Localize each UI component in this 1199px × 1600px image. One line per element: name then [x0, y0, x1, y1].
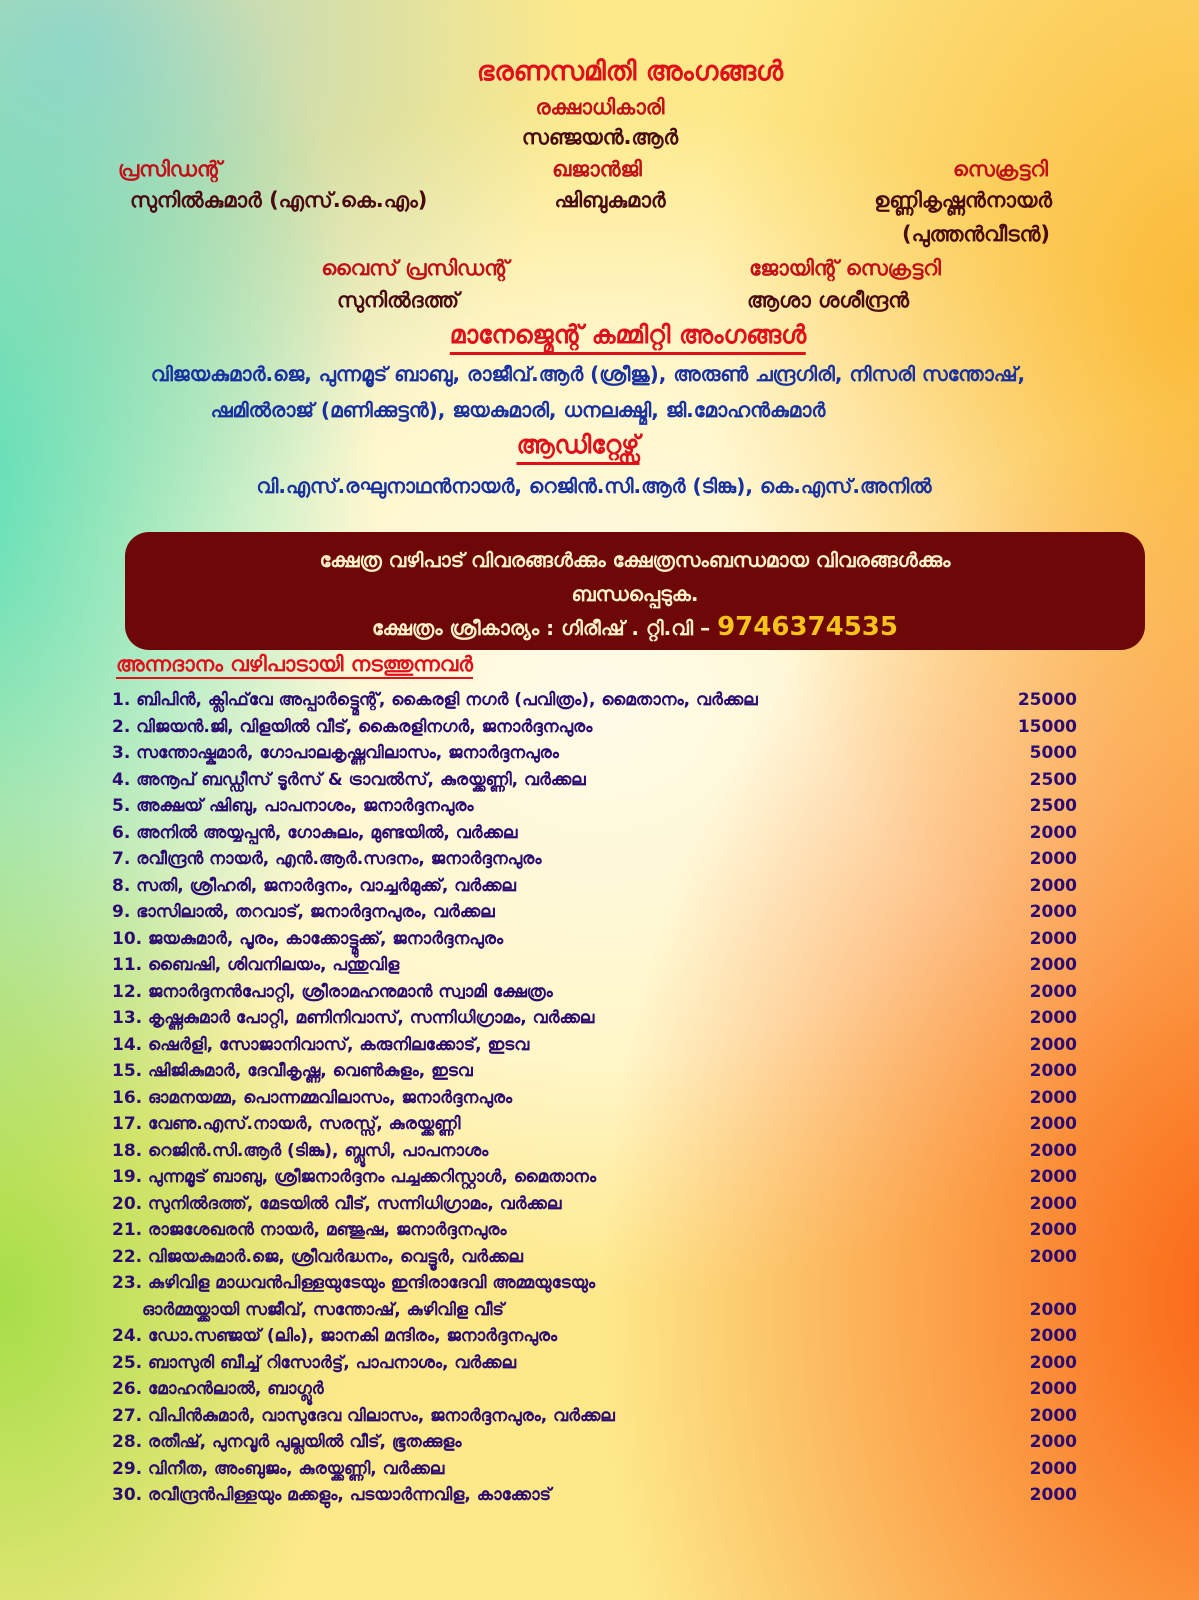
donor-text: 7. രവീന്ദ്രൻ നായർ, എൻ.ആർ.സദനം, ജനാർദ്ദനപുരം	[112, 849, 542, 869]
president-name: സുനിൽകുമാർ (എസ്.കെ.എം)	[130, 188, 428, 212]
donor-text: 9. ഭാസിലാൽ, തറവാട്, ജനാർദ്ദനപുരം, വർക്കല	[112, 902, 495, 922]
donor-text: 23. കുഴിവിള മാധവൻപിള്ളയുടേയും ഇന്ദിരാദേവി അമ്മയുടേയും	[112, 1273, 596, 1293]
donor-text-continued: ഓർമ്മയ്ക്കായി സജീവ്, സന്തോഷ്, കുഴിവിള വീട്	[142, 1299, 504, 1320]
donor-row	[112, 1406, 1077, 1432]
donor-text: 14. ഷെർളി, സോജാനിവാസ്, കരുനിലക്കോട്, ഇടവ	[112, 1034, 530, 1055]
joint-secretary-role: ജോയിന്റ് സെക്രട്ടറി	[749, 256, 941, 280]
vice-president-name: സുനിൽദത്ത്	[336, 288, 460, 312]
president-role: പ്രസിഡന്റ്	[118, 157, 222, 181]
donor-amount: 2000	[1029, 1379, 1077, 1399]
contact-person: ക്ഷേത്രം ശ്രീകാര്യം : ഗിരീഷ് . റ്റി.വി –	[371, 616, 711, 640]
secretary-house: (പുത്തൻവീടൻ)	[902, 222, 1050, 246]
donor-amount: 2000	[1029, 1246, 1077, 1267]
donor-row	[112, 1194, 1077, 1220]
donor-amount: 2000	[1029, 1405, 1077, 1426]
donor-text: 11. ബൈഷി, ശിവനിലയം, പന്തുവിള	[112, 955, 400, 975]
donor-row	[112, 982, 1077, 1008]
donor-row	[112, 876, 1077, 902]
donor-text: 6. അനിൽ അയ്യപ്പൻ, ഗോകുലം, മുണ്ടയിൽ, വർക്കല	[112, 822, 518, 843]
donor-row	[112, 849, 1077, 875]
donor-amount: 2000	[1029, 1432, 1077, 1452]
donor-text: 26. മോഹൻലാൽ, ബാഗ്ലൂർ	[112, 1379, 324, 1399]
auditors-title: ആഡിറ്റേഴ്സ്	[516, 430, 639, 465]
donor-row	[112, 1008, 1077, 1034]
donor-amount: 2000	[1029, 1034, 1077, 1055]
donor-text: 21. രാജശേഖരൻ നായർ, മഞ്ജുഷ, ജനാർദ്ദനപുരം	[112, 1220, 507, 1240]
donor-text: 19. പുന്നമൂട് ബാബു, ശ്രീജനാർദ്ദനം പച്ചക്കറിസ്റ്റാൾ, മൈതാനം	[112, 1167, 597, 1187]
donor-row	[112, 1220, 1077, 1246]
donor-text: 13. കൃഷ്ണകുമാർ പോറ്റി, മണിനിവാസ്, സന്നിധിഗ്രാമം, വർക്കല	[112, 1008, 595, 1028]
contact-line3	[125, 612, 1145, 642]
donor-row	[112, 1035, 1077, 1061]
donor-text: 20. സുനിൽദത്ത്, മേടയിൽ വീട്, സന്നിധിഗ്രാമം, വർക്കല	[112, 1193, 562, 1214]
donor-text: 27. വിപിൻകുമാർ, വാസുദേവ വിലാസം, ജനാർദ്ദനപുരം, വർക്കല	[112, 1405, 615, 1426]
donor-amount: 2000	[1029, 1061, 1077, 1081]
donor-amount: 2000	[1029, 1458, 1077, 1479]
donor-row	[112, 1114, 1077, 1140]
donor-text: 29. വിനീത, അംബുജം, കുരയ്ക്കണ്ണി, വർക്കല	[112, 1458, 445, 1479]
auditors-names: വി.എസ്.രഘുനാഥൻനായർ, റെജിൻ.സി.ആർ (ടിങ്കു), കെ.എസ്.അനിൽ	[256, 474, 932, 498]
donor-amount: 2000	[1029, 1352, 1077, 1373]
donor-text: 3. സന്തോഷ്കുമാർ, ഗോപാലകൃഷ്ണവിലാസം, ജനാർദ്ദനപുരം	[112, 743, 559, 763]
donor-text: 5. അക്ഷയ് ഷിബു, പാപനാശം, ജനാർദ്ദനപുരം	[112, 796, 474, 816]
donor-amount: 2500	[1029, 769, 1077, 790]
donor-amount: 25000	[1017, 690, 1077, 710]
donor-amount: 2000	[1029, 928, 1077, 949]
donor-text: 24. ഡോ.സഞ്ജയ് (ലിം), ജാനകി മന്ദിരം, ജനാർദ്ദനപുരം	[112, 1326, 558, 1346]
patron-name: സഞ്ജയൻ.ആർ	[521, 125, 679, 149]
donor-amount: 2000	[1029, 1485, 1077, 1505]
donor-amount: 2000	[1029, 1087, 1077, 1108]
donor-text: 22. വിജയകുമാർ.ജെ, ശ്രീവർദ്ധനം, വെട്ടൂർ, വർക്കല	[112, 1246, 523, 1267]
secretary-role: സെക്രട്ടറി	[952, 157, 1048, 181]
donor-row	[112, 1088, 1077, 1114]
donor-row	[112, 902, 1077, 928]
donor-amount: 2500	[1029, 796, 1077, 816]
donor-amount: 2000	[1029, 1114, 1077, 1134]
donor-row	[112, 690, 1077, 716]
management-members-line2: ഷമിൽരാജ് (മണിക്കുട്ടൻ), ജയകുമാരി, ധനലക്ഷ്മി, ജി.മോഹൻകുമാർ	[210, 398, 826, 422]
donor-amount: 2000	[1029, 981, 1077, 1002]
management-members-line1: വിജയകുമാർ.ജെ, പുന്നമൂട് ബാബു, രാജീവ്.ആർ (ശ്രീജു), അരുൺ ചന്ദ്രഗിരി, നിസരി സന്തോഷ്,	[150, 362, 1026, 386]
donor-text: 8. സതി, ശ്രീഹരി, ജനാർദ്ദനം, വാച്ചർമുക്ക്, വർക്കല	[112, 875, 516, 896]
donor-amount: 2000	[1029, 1326, 1077, 1346]
donor-amount: 2000	[1029, 1299, 1077, 1320]
donor-amount: 2000	[1029, 1167, 1077, 1187]
donor-row	[112, 1432, 1077, 1458]
donor-row	[112, 1247, 1077, 1273]
donor-row	[112, 1141, 1077, 1167]
donor-text: 10. ജയകുമാർ, പൂരം, കാക്കോട്ട്മുക്ക്, ജനാർദ്ദനപുരം	[112, 928, 504, 949]
donor-amount: 2000	[1029, 1220, 1077, 1240]
donor-text: 28. രതീഷ്, പുനവൂർ പുല്ലയിൽ വീട്, ഭൂതക്കുളം	[112, 1432, 462, 1452]
donor-text: 30. രവീന്ദ്രൻപിള്ളയും മക്കളും, പടയാർന്നവിള, കാക്കോട്	[112, 1485, 552, 1505]
donor-amount: 15000	[1017, 716, 1077, 737]
donor-row	[112, 1167, 1077, 1193]
donor-text: 15. ഷിജികുമാർ, ദേവീകൃഷ്ണ, വെൺകുളം, ഇടവ	[112, 1061, 473, 1081]
donor-text: 25. ബാസുരി ബീച്ച് റിസോർട്ട്, പാപനാശം, വർക്കല	[112, 1352, 516, 1373]
donor-text: 4. അനൂപ് ബഡ്ഡീസ് ടൂർസ് & ട്രാവൽസ്, കുരയ്ക്കണ്ണി, വർക്കല	[112, 769, 586, 790]
donor-row	[112, 1379, 1077, 1405]
donor-amount: 2000	[1029, 875, 1077, 896]
donor-row	[112, 929, 1077, 955]
treasurer-name: ഷിബുകുമാർ	[554, 188, 666, 212]
donor-row	[112, 1485, 1077, 1511]
donor-row	[112, 717, 1077, 743]
contact-phone: 9746374535	[717, 612, 898, 642]
donor-row	[112, 1326, 1077, 1352]
donor-row	[112, 1459, 1077, 1485]
donor-text: 17. വേണു.എസ്.നായർ, സരസ്സ്, കുരയ്ക്കണ്ണി	[112, 1114, 461, 1134]
donor-text: 16. ഓമനയമ്മ, പൊന്നമ്മവിലാസം, ജനാർദ്ദനപുരം	[112, 1087, 513, 1108]
donor-amount: 2000	[1029, 955, 1077, 975]
vice-president-role: വൈസ് പ്രസിഡന്റ്	[321, 256, 509, 280]
donor-row	[112, 743, 1077, 769]
donor-amount: 2000	[1029, 849, 1077, 869]
donor-row	[112, 955, 1077, 981]
donor-amount: 2000	[1029, 902, 1077, 922]
donor-row	[112, 1353, 1077, 1379]
donor-amount: 2000	[1029, 1140, 1077, 1161]
contact-line1: ക്ഷേത്ര വഴിപാട് വിവരങ്ങൾക്കും ക്ഷേത്രസംബന്ധമായ വിവരങ്ങൾക്കും	[319, 548, 951, 572]
management-title: മാനേജ്മെന്റ് കമ്മിറ്റി അംഗങ്ങൾ	[450, 320, 806, 355]
donor-row	[112, 796, 1077, 822]
donor-row	[112, 1273, 1077, 1320]
donor-row	[112, 770, 1077, 796]
donor-text: 2. വിജയൻ.ജി, വിളയിൽ വീട്, കൈരളിനഗർ, ജനാർദ്ദനപുരം	[112, 716, 593, 737]
donor-amount: 2000	[1029, 1193, 1077, 1214]
donor-row	[112, 823, 1077, 849]
donor-amount: 2000	[1029, 1008, 1077, 1028]
donors-title: അന്നദാനം വഴിപാടായി നടത്തുന്നവർ	[116, 652, 473, 679]
donor-text: 1. ബിപിൻ, ക്ലിഫ്‌വേ അപ്പാർട്ട്മെന്റ്, കൈരളി നഗർ (പവിത്രം), മൈതാനം, വർക്കല	[112, 690, 758, 710]
contact-line2: ബന്ധപ്പെടുക.	[571, 582, 699, 606]
contact-box	[125, 532, 1145, 650]
committee-title: ഭരണസമിതി അംഗങ്ങൾ	[476, 56, 784, 87]
donor-text: 18. റെജിൻ.സി.ആർ (ടിങ്കു), ബ്ലൂസി, പാപനാശം	[112, 1140, 489, 1161]
treasurer-role: ഖജാൻജി	[552, 157, 642, 181]
secretary-name: ഉണ്ണികൃഷ്ണൻനായർ	[874, 188, 1052, 212]
patron-role: രക്ഷാധികാരി	[535, 95, 665, 119]
donor-text: 12. ജനാർദ്ദനൻപോറ്റി, ശ്രീരാമഹനുമാൻ സ്വാമി ക്ഷേത്രം	[112, 981, 553, 1002]
donor-amount: 5000	[1029, 743, 1077, 763]
joint-secretary-name: ആശാ ശശീന്ദ്രൻ	[747, 288, 909, 312]
donor-amount: 2000	[1029, 822, 1077, 843]
donor-row	[112, 1061, 1077, 1087]
